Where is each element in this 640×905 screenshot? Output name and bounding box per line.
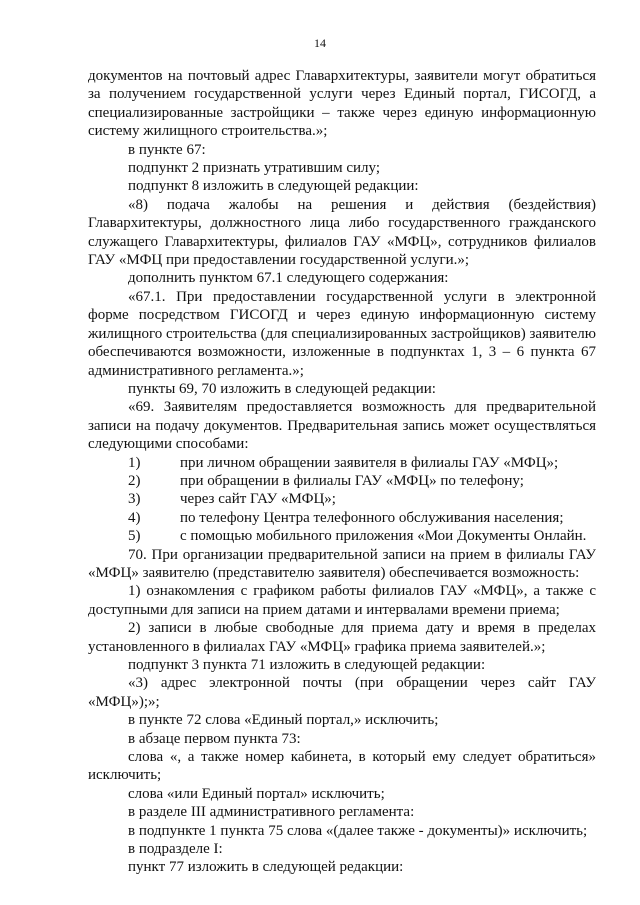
list-item-number: 2)	[128, 472, 141, 489]
paragraph: в подпункте 1 пункта 75 слова «(далее также - документы)» исключить;	[128, 822, 588, 839]
paragraph: подпункт 3 пункта 71 изложить в следующей редакции:	[128, 657, 486, 673]
paragraph: слова «, а также номер кабинета, в который ему следует обратиться» исключить;	[88, 749, 596, 784]
paragraph: подпункт 2 признать утратившим силу;	[128, 160, 380, 177]
list-item	[88, 527, 596, 545]
list-item-number: 4)	[128, 509, 141, 526]
list-item-number: 1)	[128, 454, 141, 471]
paragraph: слова «или Единый портал» исключить;	[128, 785, 385, 802]
paragraph: «67.1. При предоставлении государственной услуги в электронной форме посредством ГИСОГД и через единую информационную систему жилищного строительства (для специализированных застройщиков) заявителю обеспечиваются возможности, изложенные в подпунктах 1, 3 – 6 пункта 67 административного регламента.»;	[88, 288, 596, 379]
list-item-text: при обращении в филиалы ГАУ «МФЦ» по телефону;	[180, 472, 524, 489]
list-item	[88, 490, 596, 508]
paragraph: в абзаце первом пункта 73:	[128, 730, 301, 747]
paragraph: пункты 69, 70 изложить в следующей редакции:	[128, 380, 436, 397]
paragraph: пункт 77 изложить в следующей редакции:	[128, 859, 404, 876]
paragraph: в пункте 67:	[128, 141, 206, 158]
paragraph: «69. Заявителям предоставляется возможность для предварительной записи на подачу документов. Предварительная запись может осуществляться следующими способами:	[88, 399, 596, 453]
paragraph: в пункте 72 слова «Единый портал,» исключить;	[128, 712, 439, 729]
list-item-text: через сайт ГАУ «МФЦ»;	[180, 491, 336, 508]
list-item-text: при личном обращении заявителя в филиалы ГАУ «МФЦ»;	[180, 454, 559, 471]
paragraph: «3) адрес электронной почты (при обращении через сайт ГАУ «МФЦ»);»;	[88, 675, 596, 710]
list-item-number: 3)	[128, 491, 141, 508]
list-item-text: по телефону Центра телефонного обслуживания населения;	[180, 509, 564, 526]
list-item	[88, 509, 596, 527]
paragraph: 1) ознакомления с графиком работы филиалов ГАУ «МФЦ», а также с доступными для записи на прием датами и интервалами времени приема;	[88, 583, 596, 618]
page-number: 14	[314, 36, 326, 50]
list-item	[88, 454, 596, 472]
list-item	[88, 472, 596, 490]
paragraph: «8) подача жалобы на решения и действия (бездействия) Главархитектуры, должностного лица либо государственного гражданского служащего Главархитектуры, филиалов ГАУ «МФЦ», сотрудников филиалов ГАУ «МФЦ при предоставлении государственной услуги.»;	[88, 196, 596, 269]
paragraph-continuation: документов на почтовый адрес Главархитектуры, заявители могут обратиться за получением государственной услуги через Единый портал, ГИСОГД, а специализированные застройщики – также через единую информационную систему жилищного строительства.»;	[88, 68, 596, 140]
paragraph: дополнить пунктом 67.1 следующего содержания:	[128, 270, 449, 287]
list-item-number: 5)	[128, 528, 141, 545]
paragraph: 70. При организации предварительной записи на прием в филиалы ГАУ «МФЦ» заявителю (представителю заявителя) обеспечивается возможность:	[88, 546, 596, 581]
paragraph: в подразделе I:	[128, 841, 223, 858]
paragraph: в разделе III административного регламента:	[128, 804, 415, 821]
paragraph: подпункт 8 изложить в следующей редакции:	[128, 178, 419, 195]
document-body	[88, 67, 596, 877]
list-item-text: с помощью мобильного приложения «Мои Документы Онлайн.	[180, 528, 587, 545]
paragraph: 2) записи в любые свободные для приема дату и время в пределах установленного в филиалах ГАУ «МФЦ» графика приема заявителей.»;	[88, 620, 596, 655]
